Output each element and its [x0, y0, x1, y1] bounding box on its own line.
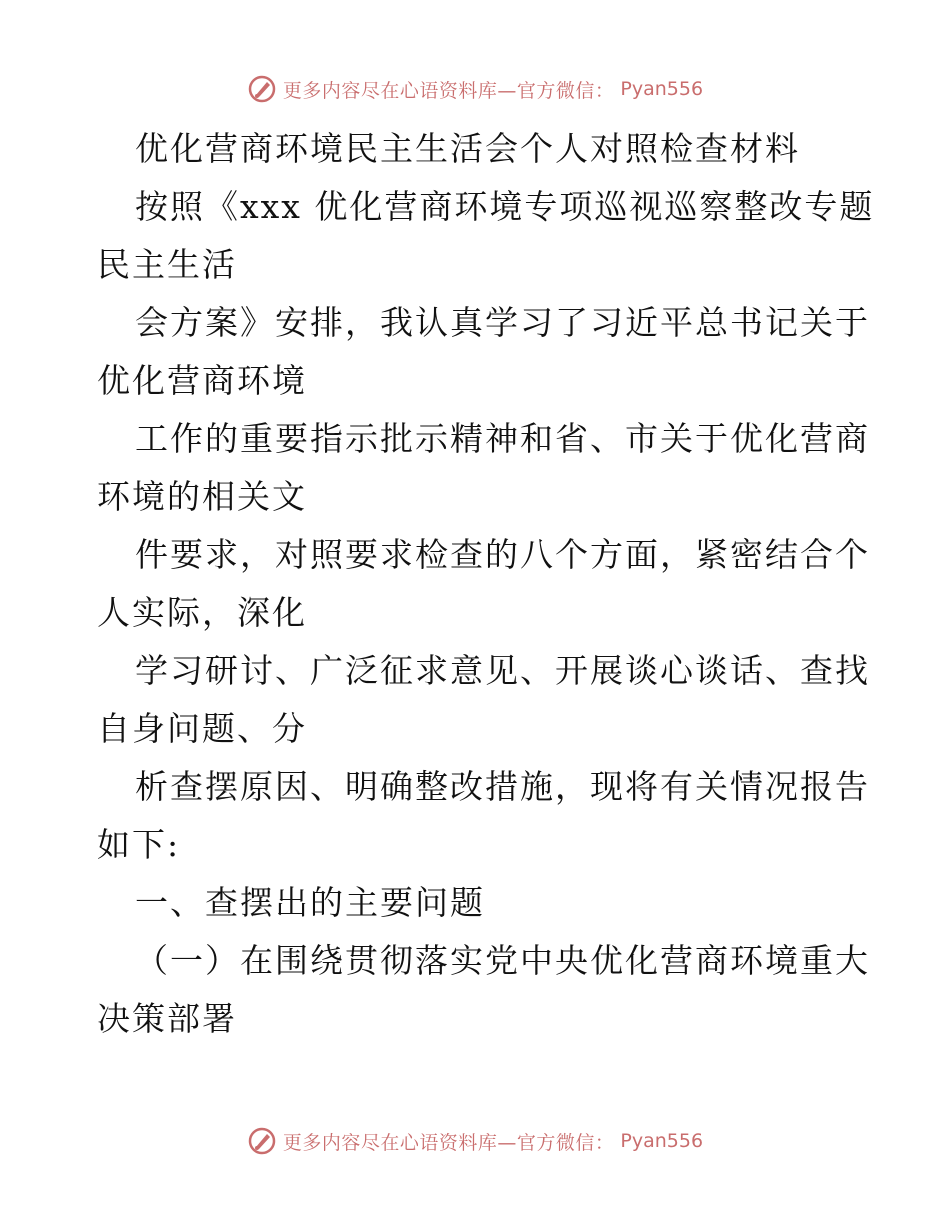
header-watermark [0, 74, 950, 104]
paragraph-line: 会方案》安排，我认真学习了习近平总书记关于 [135, 303, 870, 342]
paragraph-line: 环境的相关文 [97, 477, 307, 516]
paragraph-line: 学习研讨、广泛征求意见、开展谈心谈话、查找 [135, 651, 870, 690]
paragraph-line: 如下: [97, 825, 181, 864]
subsection-heading: （一）在围绕贯彻落实党中央优化营商环境重大 [135, 941, 870, 980]
pen-circle-icon [247, 74, 277, 104]
paragraph-line: 优化营商环境 [97, 361, 307, 400]
watermark-brand: Pyan556 [620, 78, 704, 100]
paragraph-line: 按照《xxx 优化营商环境专项巡视巡察整改专题 [135, 187, 875, 226]
watermark-brand: Pyan556 [620, 1130, 704, 1152]
paragraph-line: 决策部署 [97, 999, 237, 1038]
watermark-text: 更多内容尽在心语资料库—官方微信： [282, 1131, 615, 1154]
paragraph-line: 人实际，深化 [97, 593, 307, 632]
paragraph-line: 工作的重要指示批示精神和省、市关于优化营商 [135, 419, 870, 458]
pen-circle-icon [247, 1126, 277, 1156]
paragraph-line: 析查摆原因、明确整改措施，现将有关情况报告 [135, 767, 870, 806]
section-heading: 一、查摆出的主要问题 [135, 883, 485, 922]
document-title: 优化营商环境民主生活会个人对照检查材料 [135, 129, 800, 168]
watermark-text: 更多内容尽在心语资料库—官方微信： [282, 79, 615, 102]
paragraph-line: 民主生活 [97, 245, 237, 284]
footer-watermark [0, 1126, 950, 1156]
document-body [97, 120, 875, 1048]
paragraph-line: 自身问题、分 [97, 709, 307, 748]
paragraph-line: 件要求，对照要求检查的八个方面，紧密结合个 [135, 535, 870, 574]
